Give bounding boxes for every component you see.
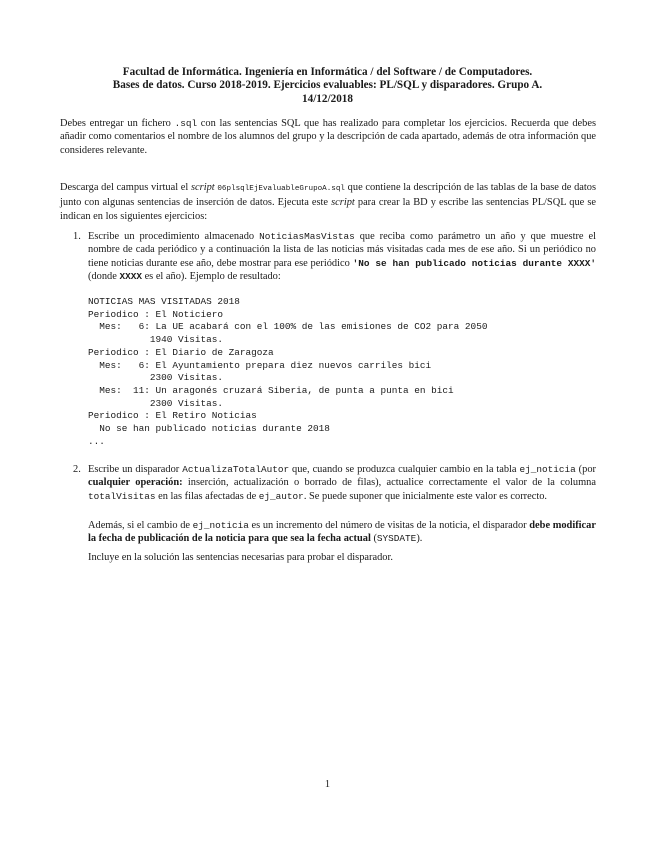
no-news-message: 'No se han publicado noticias durante XXXX' [352, 257, 596, 269]
code-line: 1940 Visitas. [88, 334, 224, 346]
exercise-2-number: 2. [73, 464, 81, 475]
procedure-name: NoticiasMasVistas [259, 231, 355, 242]
intro-paragraph: Debes entregar un fichero .sql con las sentencias SQL que has realizado para completar los ejercicios. Recuerda que debes añadir como comentarios el nombre de los alumnos del grupo y la descripción de cada apartado, además de otra información que consideres relevante. [60, 118, 597, 156]
code-line: NOTICIAS MAS VISITADAS 2018 [88, 296, 240, 307]
page-number: 1 [324, 779, 331, 790]
code-line: 2300 Visitas. [88, 397, 224, 409]
code-line: Periodico : El Retiro Noticias [88, 410, 257, 422]
download-paragraph: Descarga del campus virtual el script 06plsqlEjEvaluableGrupoA.sql que contiene la descripción de las tablas de la base de datos junto con algunas sentencias de inserción de datos. Ejecuta este script para crear la BD y escribe las sentencias PL/SQL que se indican en los siguientes ejercicios: [60, 182, 596, 222]
code-line: 2300 Visitas. [88, 372, 224, 384]
code-line: ... [88, 435, 105, 447]
exercise-2: 2. Escribe un disparador ActualizaTotalAutor que, cuando se produzca cualquier cambio en la tabla ej_noticia (por cualquier operación: inserción, actualización o borrado de filas), actualice correctamente el valor de la columna totalVisitas en las filas afectadas de ej_autor. Se puede suponer que inicialmente este valor es correcto. [73, 464, 596, 502]
exercise-1: 1. Escribe un procedimiento almacenado NoticiasMasVistas que reciba como parámetro un año y que muestre el nombre de cada periódico y a continuación la lista de las noticias más visitadas cada mes de ese año. Si un periódico no tiene noticias durante ese año, debe mostrar para ese periódico 'No se han publicado noticias durante XXXX' (donde XXXX es el año). Ejemplo de resultado: [73, 231, 596, 283]
header-date: 14/12/2018 [302, 92, 353, 105]
exercise-1-number: 1. [73, 231, 81, 242]
file-extension: .sql [174, 118, 198, 129]
header-line-1: Facultad de Informática. Ingeniería en Informática / del Software / de Computadores. [122, 66, 533, 78]
code-line: No se han publicado noticias durante 2018 [88, 423, 330, 435]
example-output-code [88, 296, 596, 448]
code-line: Periodico : El Diario de Zaragoza [88, 346, 274, 358]
header-line-2: Bases de datos. Curso 2018-2019. Ejercicios evaluables: PL/SQL y disparadores. Grupo A. [112, 79, 543, 92]
trigger-name: ActualizaTotalAutor [182, 464, 290, 475]
exercise-2-paragraph-3: Incluye en la solución las sentencias necesarias para probar el disparador. [88, 552, 393, 563]
code-line: Periodico : El Noticiero [88, 308, 224, 320]
code-line: Mes: 6: El Ayuntamiento prepara diez nuevos carriles bici [88, 359, 432, 371]
exercise-2-paragraph-2: Además, si el cambio de ej_noticia es un incremento del número de visitas de la noticia, el disparador debe modificar la fecha de publicación de la noticia para que sea la fecha actual (SYSDATE). [88, 520, 596, 545]
script-filename: 06plsqlEjEvaluableGrupoA.sql [217, 185, 345, 193]
code-line: Mes: 6: La UE acabará con el 100% de las emisiones de CO2 para 2050 [88, 321, 488, 333]
document-header [60, 66, 595, 106]
code-line: Mes: 11: Un aragonés cruzará Siberia, de punta a punta en bici [88, 384, 454, 396]
